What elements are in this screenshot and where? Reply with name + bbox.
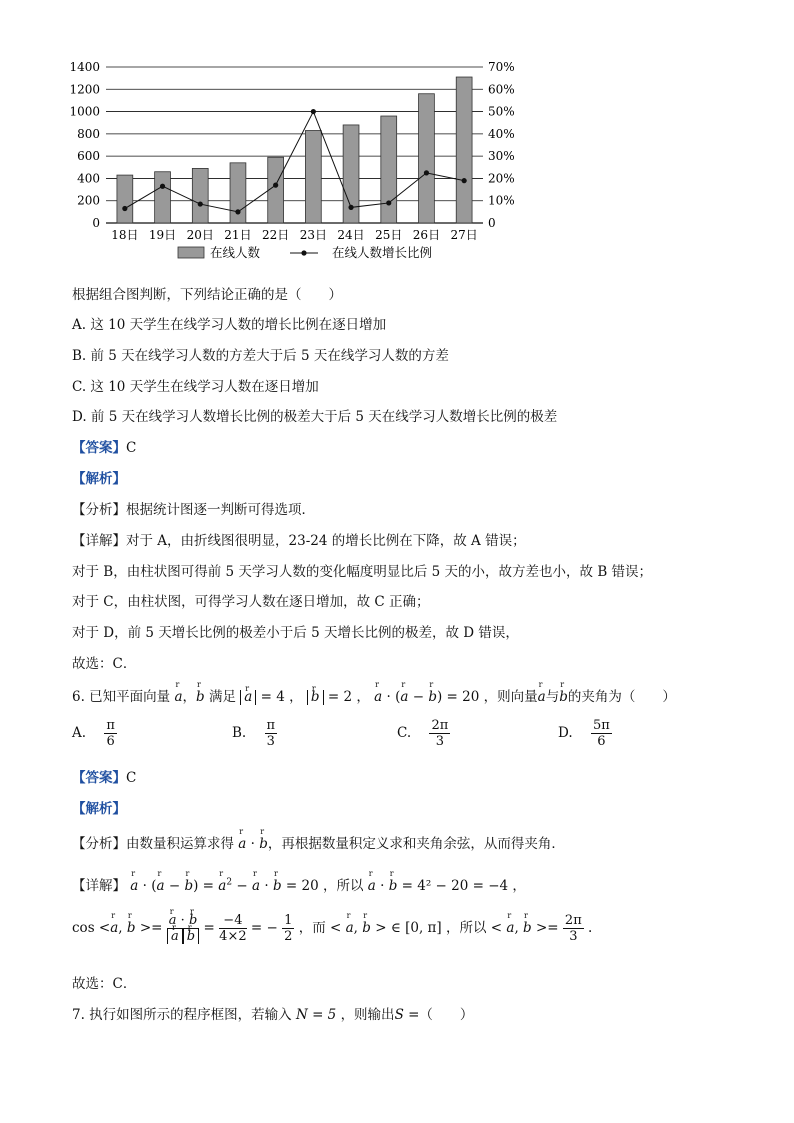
- q6-eq3: = 20 ，则向量: [446, 689, 538, 705]
- left-tick-label: 800: [77, 126, 100, 141]
- detail2-eq: = −: [250, 920, 278, 936]
- q7-stem-end: （ ）: [419, 1007, 474, 1023]
- fenxi-label: 【分析】: [72, 502, 126, 518]
- q6-stem-mid: 满足: [208, 689, 236, 705]
- vector-a: r a: [174, 689, 182, 705]
- bar: [456, 77, 472, 223]
- q5-fenxi: [72, 498, 315, 518]
- analysis-label: 【解析】: [72, 471, 126, 487]
- q6-answer-line: [72, 766, 136, 786]
- q5-detail-b: 对于 B，由柱状图可得前 5 天学习人数的变化幅度明显比后 5 天的小，故方差也小，故 B 错误；: [72, 564, 653, 580]
- left-tick-label: 0: [92, 216, 100, 230]
- detail1-end: = 4² − 20 = −4 ，: [401, 878, 526, 894]
- fenxi-text-b: ，再根据数量积定义求和夹角余弦，从而得夹角．: [267, 836, 565, 852]
- q6-option-a: A. $\frac{\pi}{6}$: [72, 718, 115, 749]
- q6-option-d: D. $\frac{5\pi}{6}$: [558, 718, 610, 749]
- growth-point: [386, 200, 391, 205]
- right-tick-label: 10%: [488, 193, 515, 208]
- q7-n-eq: N = 5: [295, 1007, 337, 1023]
- x-tick-label: 19日: [148, 228, 177, 242]
- bar: [268, 157, 284, 223]
- q5-option-d: D. 前 5 天在线学习人数增长比例的极差大于后 5 天在线学习人数增长比例的极差: [72, 409, 558, 425]
- q5-stem: 根据组合图判断，下列结论正确的是（ ）: [72, 287, 342, 303]
- q5-conclusion: 故选：C．: [72, 656, 137, 672]
- bar: [419, 94, 435, 223]
- vector-b-3: r b: [559, 689, 568, 705]
- q6-stem-suffix: 的夹角为（ ）: [567, 689, 676, 705]
- vector-b: r b: [196, 689, 205, 705]
- q7-s-eq: S =: [394, 1007, 420, 1023]
- xiangjie-text: 对于 A，由折线图很明显，23-24 的增长比例在下降，故 A 错误；: [126, 533, 526, 549]
- x-tick-label: 23日: [299, 228, 327, 242]
- q6-stem-prefix: 6. 已知平面向量: [72, 689, 171, 705]
- q6-option-c: C. $\frac{2\pi}{3}$: [397, 718, 449, 749]
- growth-point: [160, 184, 165, 189]
- detail2-range: > ∈ [0, π] ，所以: [375, 920, 487, 936]
- fenxi-text: 根据统计图逐一判断可得选项．: [126, 502, 315, 518]
- growth-point: [348, 205, 353, 210]
- legend-bar-swatch: [178, 247, 204, 258]
- q5-option-c: C. 这 10 天学生在线学习人数在逐日增加: [72, 379, 319, 395]
- vector-a-2: r a: [374, 689, 382, 705]
- q5-answer-line: [72, 436, 136, 456]
- x-tick-label: 27日: [450, 228, 478, 242]
- q6-analysis-label: [72, 797, 126, 817]
- q5-analysis-label: [72, 467, 126, 487]
- x-tick-label: 22日: [262, 228, 290, 242]
- q7-stem-mid: ，则输出: [340, 1007, 395, 1023]
- growth-point: [311, 109, 316, 114]
- q6-stem: 6. 已知平面向量 r a，r b 满足 r a = 4 ， r b = 2 ， r a · (r a − r b) = 20 ，则向量r a与r b的夹角为（ ）: [72, 685, 676, 705]
- right-tick-label: 60%: [488, 82, 515, 97]
- growth-point: [424, 170, 429, 175]
- detail1-mid: = 20 ，所以: [285, 878, 364, 894]
- right-tick-label: 20%: [488, 171, 515, 186]
- bar: [381, 116, 397, 223]
- growth-point: [462, 178, 467, 183]
- xiangjie-label: 【详解】: [72, 533, 126, 549]
- right-tick-label: 30%: [488, 149, 515, 164]
- legend-line-label: 在线人数增长比例: [332, 245, 433, 260]
- x-tick-label: 24日: [337, 228, 365, 242]
- growth-point: [273, 183, 278, 188]
- q6-conclusion: 故选：C．: [72, 976, 137, 992]
- q5-xiangjie: [72, 529, 526, 549]
- abs-b: r b: [307, 690, 324, 705]
- bar: [155, 172, 171, 223]
- growth-point: [235, 209, 240, 214]
- abs-a: r a: [240, 690, 256, 705]
- left-tick-label: 1000: [69, 104, 100, 119]
- growth-line: [125, 112, 464, 212]
- left-tick-label: 600: [77, 149, 100, 164]
- right-tick-label: 70%: [488, 60, 515, 74]
- detail2-and: ，而: [298, 920, 326, 936]
- q5-detail-c: 对于 C，由柱状图，可得学习人数在逐日增加，故 C 正确；: [72, 594, 430, 610]
- q6-option-b: B. $\frac{\pi}{3}$: [232, 718, 276, 749]
- q5-option-b: B. 前 5 天在线学习人数的方差大于后 5 天在线学习人数的方差: [72, 348, 449, 364]
- bar: [117, 175, 133, 223]
- q7-stem-text: 7. 执行如图所示的程序框图，若输入: [72, 1007, 292, 1023]
- answer-value: C: [126, 440, 137, 456]
- q7-stem: [72, 1003, 473, 1023]
- bar: [305, 131, 321, 223]
- q6-fenxi: 【分析】由数量积运算求得 r a · r b，再根据数量积定义求和夹角余弦，从而得夹角．: [72, 832, 565, 852]
- q5-detail-d: 对于 D，前 5 天增长比例的极差小于后 5 天增长比例的极差，故 D 错误，: [72, 625, 519, 641]
- answer-label: 【答案】: [72, 440, 126, 456]
- right-tick-label: 40%: [488, 126, 515, 141]
- cos-prefix: cos <: [72, 920, 111, 936]
- right-tick-label: 0: [488, 216, 496, 230]
- xiangjie-label: 【详解】: [72, 878, 126, 894]
- left-tick-label: 1200: [69, 82, 100, 97]
- x-tick-label: 21日: [224, 228, 252, 242]
- legend-bar-label: 在线人数: [210, 245, 261, 260]
- x-tick-label: 25日: [375, 228, 403, 242]
- q5-option-a: A. 这 10 天学生在线学习人数的增长比例在逐日增加: [72, 317, 387, 333]
- legend-line-marker: [301, 250, 306, 255]
- answer-label: 【答案】: [72, 770, 126, 786]
- right-tick-label: 50%: [488, 104, 515, 119]
- q6-and: 与: [545, 689, 560, 705]
- x-tick-label: 20日: [186, 228, 214, 242]
- x-tick-label: 26日: [412, 228, 441, 242]
- growth-point: [198, 201, 203, 206]
- left-tick-label: 200: [77, 193, 100, 208]
- bar: [192, 168, 208, 223]
- left-tick-label: 1400: [69, 60, 100, 74]
- growth-point: [122, 206, 127, 211]
- q6-eq2: = 2 ，: [327, 689, 370, 705]
- fenxi-label: 【分析】: [72, 836, 126, 852]
- fenxi-text-a: 由数量积运算求得: [126, 836, 234, 852]
- answer-value: C: [126, 770, 137, 786]
- vector-a-3: r a: [538, 689, 546, 705]
- x-tick-label: 18日: [111, 228, 139, 242]
- q6-detail-1: 【详解】 r a · (r a − r b) = r $a^2 - r$ a · r b = 20 ，所以 r a · r b = 4² − 20 = −4 ，: [72, 874, 526, 894]
- analysis-label: 【解析】: [72, 801, 126, 817]
- q6-eq1: = 4 ，: [260, 689, 303, 705]
- q6-detail-2: cos <r a, r b >= r a · r b r ar b = $\frac{-4}{4\times 2}$ = − $\frac{1}{2}$ ，而 < r a, r b > ∈ [0, π] ，所以 < r a, r b >= $\frac{2\pi}{3}$ .: [72, 913, 592, 944]
- left-tick-label: 400: [77, 171, 100, 186]
